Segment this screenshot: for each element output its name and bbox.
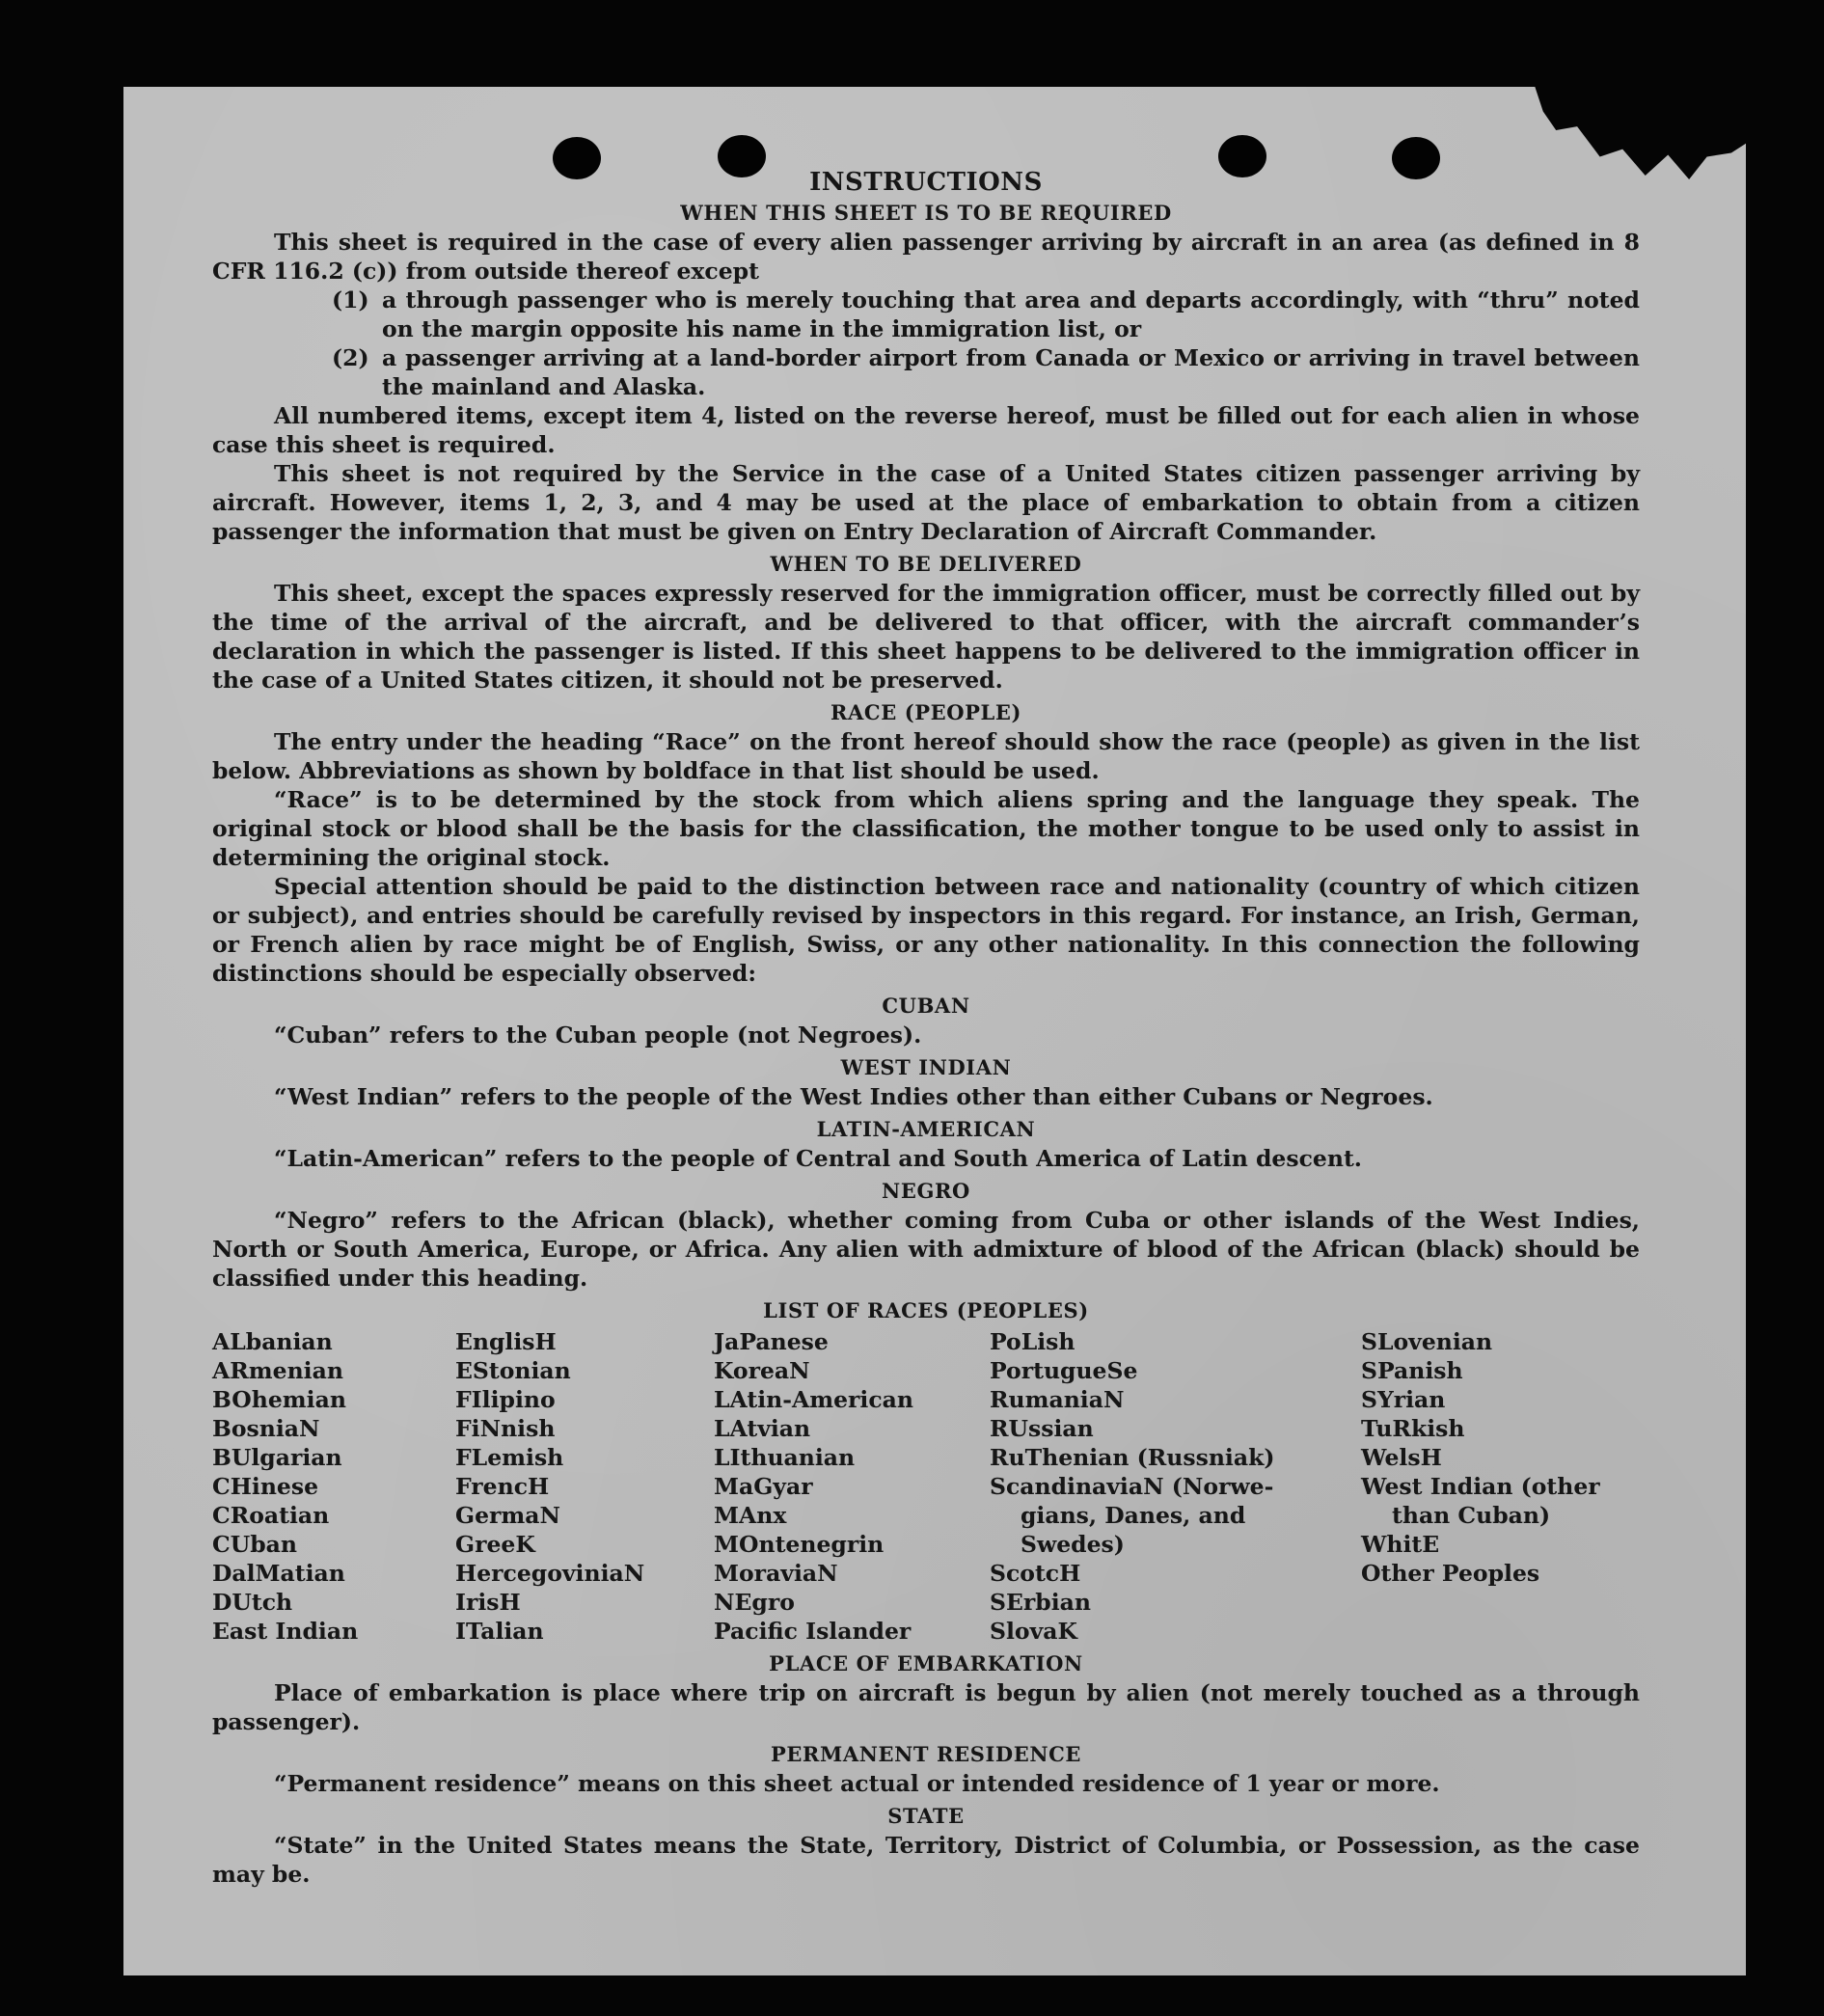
race-entry: RumaniaN — [990, 1386, 1125, 1413]
paragraph: This sheet is not required by the Service in the case of a United States citizen passenger arriving by aircraft. However, items 1, 2, 3, and 4 may be used at the place of embarkation to obtain from a citizen passenger the information that must be given on Entry Declaration of Aircraft Commander. — [212, 460, 1640, 545]
race-entry: SlovaK — [990, 1618, 1077, 1645]
section-heading-west-indian: WEST INDIAN — [840, 1055, 1012, 1079]
section-heading-race: RACE (PEOPLE) — [830, 700, 1022, 724]
race-entry: ARmenian — [212, 1357, 343, 1384]
race-entry: MaGyar — [714, 1473, 813, 1500]
race-entry: WhitE — [1361, 1531, 1440, 1558]
race-entry: FiNnish — [455, 1415, 556, 1442]
race-entry: WelsH — [1361, 1444, 1442, 1471]
race-entry: LIthuanian — [714, 1444, 856, 1471]
race-entry: gians, Danes, and — [1021, 1502, 1246, 1529]
race-entry: Other Peoples — [1361, 1560, 1540, 1587]
paragraph: “Negro” refers to the African (black), whether coming from Cuba or other islands of the West Indies, North or South America, Europe, or Africa. Any alien with admixture of blood of the African (black) should be classified under this heading. — [212, 1207, 1640, 1292]
race-entry: CHinese — [212, 1473, 319, 1500]
race-entry: NEgro — [714, 1589, 795, 1616]
race-entry: MoraviaN — [714, 1560, 838, 1587]
race-entry: FLemish — [455, 1444, 564, 1471]
races-column — [714, 1327, 990, 1646]
races-column — [212, 1327, 455, 1646]
race-entry: West Indian (other — [1361, 1473, 1600, 1500]
section-heading-races-list: LIST OF RACES (PEOPLES) — [763, 1298, 1089, 1322]
section-heading-state: STATE — [887, 1804, 965, 1828]
item-number: (1) — [332, 286, 369, 313]
race-entry: SErbian — [990, 1589, 1091, 1616]
paragraph: Special attention should be paid to the distinction between race and nationality (country of which citizen or subject), and entries should be carefully revised by inspectors in this regard. For instance, an Irish, German, or French alien by race might be of English, Swiss, or any other nationality. In this connection the following distinctions should be especially observed: — [212, 873, 1640, 987]
exception-item — [212, 286, 1640, 343]
race-entry: LAtin-American — [714, 1386, 913, 1413]
races-column — [1361, 1327, 1640, 1646]
section-heading-latin-american: LATIN-AMERICAN — [816, 1117, 1036, 1141]
race-entry: ScotcH — [990, 1560, 1081, 1587]
section-heading-permanent-residence: PERMANENT RESIDENCE — [770, 1742, 1082, 1766]
paragraph: This sheet, except the spaces expressly reserved for the immigration officer, must be correctly filled out by the time of the arrival of the aircraft, and be delivered to that officer, with the aircraft commander’s declaration in which the passenger is listed. If this sheet happens to be delivered to the immigration officer in the case of a United States citizen, it should not be preserved. — [212, 580, 1640, 694]
races-column — [455, 1327, 714, 1646]
race-entry: DalMatian — [212, 1560, 345, 1587]
item-text: a passenger arriving at a land-border airport from Canada or Mexico or arriving in travel between the mainland and Alaska. — [382, 344, 1640, 400]
paragraph: “Permanent residence” means on this sheet actual or intended residence of 1 year or more. — [274, 1770, 1440, 1797]
race-entry: CRoatian — [212, 1502, 330, 1529]
race-entry: SPanish — [1361, 1357, 1463, 1384]
paragraph: “Latin-American” refers to the people of Central and South America of Latin descent. — [274, 1145, 1362, 1172]
exception-item — [212, 343, 1640, 401]
race-entry: JaPanese — [714, 1328, 829, 1355]
section-heading-embarkation: PLACE OF EMBARKATION — [769, 1651, 1083, 1675]
race-entry: RUssian — [990, 1415, 1094, 1442]
race-entry: FIlipino — [455, 1386, 556, 1413]
paragraph: “Cuban” refers to the Cuban people (not Negroes). — [274, 1022, 922, 1049]
section-heading-when-delivered: WHEN TO BE DELIVERED — [770, 552, 1082, 576]
race-entry: ALbanian — [212, 1328, 333, 1355]
instructions-content — [212, 166, 1640, 1889]
races-list — [212, 1327, 1640, 1646]
race-entry: than Cuban) — [1392, 1502, 1551, 1529]
paragraph: The entry under the heading “Race” on the front hereof should show the race (people) as given in the list below. Abbreviations as shown by boldface in that list should be used. — [212, 728, 1640, 784]
paragraph: “Race” is to be determined by the stock from which aliens spring and the language they speak. The original stock or blood shall be the basis for the classification, the mother tongue to be used only to assist in determining the original stock. — [212, 786, 1640, 871]
race-entry: DUtch — [212, 1589, 293, 1616]
race-entry: GermaN — [455, 1502, 560, 1529]
item-number: (2) — [332, 344, 369, 371]
race-entry: PortugueSe — [990, 1357, 1138, 1384]
race-entry: ScandinaviaN (Norwe- — [990, 1473, 1274, 1500]
race-entry: SLovenian — [1361, 1328, 1493, 1355]
race-entry: BosniaN — [212, 1415, 320, 1442]
race-entry: PoLish — [990, 1328, 1075, 1355]
races-column — [990, 1327, 1361, 1646]
paragraph: Place of embarkation is place where trip on aircraft is begun by alien (not merely touched as a through passenger). — [212, 1679, 1640, 1735]
paragraph: All numbered items, except item 4, listed on the reverse hereof, must be filled out for each alien in whose case this sheet is required. — [212, 402, 1640, 458]
item-text: a through passenger who is merely touching that area and departs accordingly, with “thru” noted on the margin opposite his name in the immigration list, or — [382, 286, 1640, 342]
paragraph: “State” in the United States means the State, Territory, District of Columbia, or Possession, as the case may be. — [212, 1832, 1640, 1888]
race-entry: GreeK — [455, 1531, 535, 1558]
race-entry: Pacific Islander — [714, 1618, 912, 1645]
race-entry: MOntenegrin — [714, 1531, 885, 1558]
race-entry: KoreaN — [714, 1357, 810, 1384]
page-title: INSTRUCTIONS — [809, 168, 1043, 197]
race-entry: East Indian — [212, 1618, 359, 1645]
race-entry: Swedes) — [1021, 1531, 1125, 1558]
section-heading-when-required: WHEN THIS SHEET IS TO BE REQUIRED — [680, 201, 1172, 225]
race-entry: TuRkish — [1361, 1415, 1465, 1442]
race-entry: BUlgarian — [212, 1444, 342, 1471]
race-entry: LAtvian — [714, 1415, 811, 1442]
paragraph: This sheet is required in the case of every alien passenger arriving by aircraft in an area (as defined in 8 CFR 116.2 (c)) from outside thereof except — [212, 229, 1640, 285]
section-heading-negro: NEGRO — [882, 1179, 970, 1203]
race-entry: EStonian — [455, 1357, 571, 1384]
race-entry: ITalian — [455, 1618, 544, 1645]
race-entry: BOhemian — [212, 1386, 346, 1413]
race-entry: FrencH — [455, 1473, 550, 1500]
race-entry: HercegoviniaN — [455, 1560, 645, 1587]
race-entry: CUban — [212, 1531, 297, 1558]
race-entry: EnglisH — [455, 1328, 557, 1355]
race-entry: MAnx — [714, 1502, 787, 1529]
race-entry: RuThenian (Russniak) — [990, 1444, 1275, 1471]
race-entry: SYrian — [1361, 1386, 1446, 1413]
section-heading-cuban: CUBAN — [882, 994, 970, 1018]
race-entry: IrisH — [455, 1589, 521, 1616]
paragraph: “West Indian” refers to the people of the West Indies other than either Cubans or Negroes. — [274, 1083, 1433, 1110]
